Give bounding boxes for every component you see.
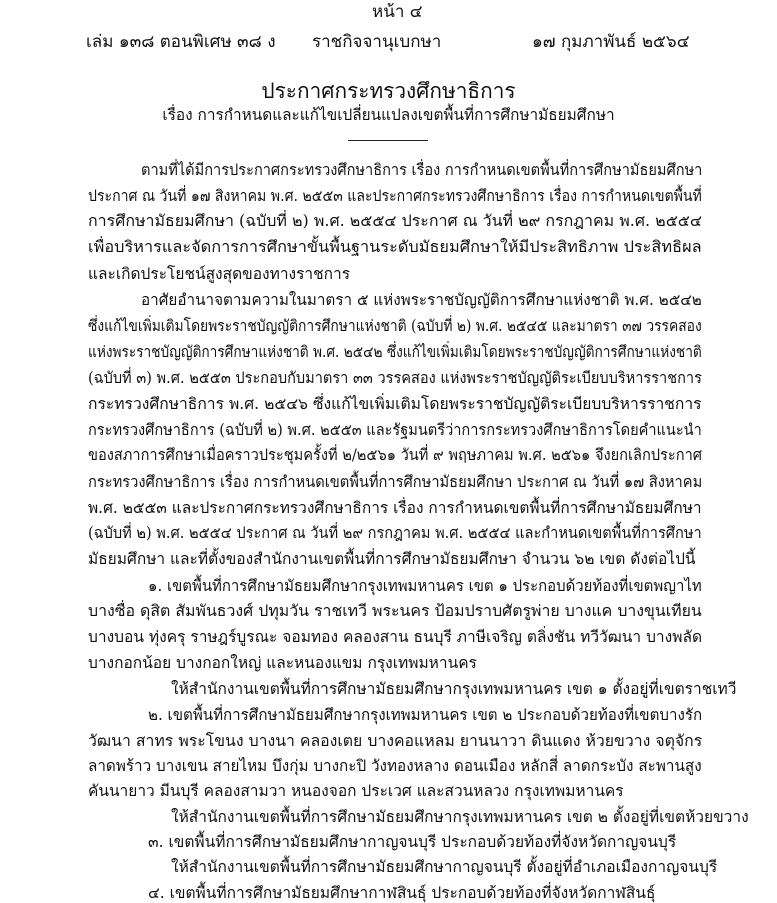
body-line: มัธยมศึกษา และที่ตั้งของสำนักงานเขตพื้นที่การศึกษามัธยมศึกษา จำนวน ๖๒ เขต ดังต่อไปนี้ xyxy=(88,550,696,568)
publication-date: ๑๗ กุมภาพันธ์ ๒๕๖๔ xyxy=(532,32,690,52)
body-line: แห่งพระราชบัญญัติการศึกษาแห่งชาติ พ.ศ. ๒๕๔๒ ซึ่งแก้ไขเพิ่มเติมโดยพระราชบัญญัติการศึกษาแห่งชาติ xyxy=(88,343,702,361)
body-line: กระทรวงศึกษาธิการ เรื่อง การกำหนดเขตพื้นที่การศึกษามัธยมศึกษา ประกาศ ณ วันที่ ๑๗ สิงหาคม xyxy=(88,473,703,491)
body-line: ลาดพร้าว บางเขน สายไหม บึงกุ่ม บางกะปิ วังทองหลาง ดอนเมือง หลักสี่ ลาดกระบัง สะพานสูง xyxy=(88,757,702,775)
body-line: พ.ศ. ๒๕๕๓ และประกาศกระทรวงศึกษาธิการ เรื่อง การกำหนดเขตพื้นที่การศึกษามัธยมศึกษา xyxy=(88,499,702,517)
body-line: ๒. เขตพื้นที่การศึกษามัธยมศึกษากรุงเทพมหานคร เขต ๒ ประกอบด้วยท้องที่เขตบางรัก xyxy=(148,706,703,724)
body-line: ๑. เขตพื้นที่การศึกษามัธยมศึกษากรุงเทพมหานคร เขต ๑ ประกอบด้วยท้องที่เขตพญาไท xyxy=(148,577,702,595)
body-line: การศึกษามัธยมศึกษา (ฉบับที่ ๒) พ.ศ. ๒๕๕๔ ประกาศ ณ วันที่ ๒๙ กรกฎาคม พ.ศ. ๒๕๕๔ xyxy=(88,212,702,230)
body-line: ๔. เขตพื้นที่การศึกษามัธยมศึกษากาฬสินธุ์ ประกอบด้วยท้องที่จังหวัดกาฬสินธุ์ xyxy=(148,884,656,902)
body-line: วัฒนา สาทร พระโขนง บางนา คลองเตย บางคอแหลม ยานนาวา ดินแดง ห้วยขวาง จตุจักร xyxy=(88,732,703,750)
body-line: ประกาศ ณ วันที่ ๑๗ สิงหาคม พ.ศ. ๒๕๕๓ และประกาศกระทรวงศึกษาธิการ เรื่อง การกำหนดเขตพื้นที่ xyxy=(88,187,702,205)
body-line: บางซื่อ ดุสิต สัมพันธวงศ์ ปทุมวัน ราชเทวี พระนคร ป้อมปราบศัตรูพ่าย บางแค บางขุนเทียน xyxy=(88,602,702,620)
announcement-subject: เรื่อง การกำหนดและแก้ไขเปลี่ยนแปลงเขตพื้นที่การศึกษามัธยมศึกษา xyxy=(162,106,615,124)
volume-issue: เล่ม ๑๓๘ ตอนพิเศษ ๓๘ ง xyxy=(86,32,276,52)
body-line: ให้สำนักงานเขตพื้นที่การศึกษามัธยมศึกษากรุงเทพมหานคร เขต ๑ ตั้งอยู่ที่เขตราชเทวี xyxy=(171,680,737,698)
announcement-title: ประกาศกระทรวงศึกษาธิการ xyxy=(261,79,516,103)
page-number: หน้า ๔ xyxy=(372,2,423,22)
body-line: กระทรวงศึกษาธิการ พ.ศ. ๒๕๔๖ ซึ่งแก้ไขเพิ่มเติมโดยพระราชบัญญัติระเบียบบริหารราชการ xyxy=(88,395,702,413)
body-line: ให้สำนักงานเขตพื้นที่การศึกษามัธยมศึกษากาญจนบุรี ตั้งอยู่ที่อำเภอเมืองกาญจนบุรี xyxy=(171,858,718,876)
body-line: (ฉบับที่ ๓) พ.ศ. ๒๕๕๓ ประกอบกับมาตรา ๓๓ วรรคสอง แห่งพระราชบัญญัติระเบียบบริหารราชการ xyxy=(88,369,702,387)
body-line: อาศัยอำนาจตามความในมาตรา ๕ แห่งพระราชบัญญัติการศึกษาแห่งชาติ พ.ศ. ๒๕๔๒ xyxy=(141,291,702,309)
body-line: กระทรวงศึกษาธิการ (ฉบับที่ ๒) พ.ศ. ๒๕๕๓ และรัฐมนตรีว่าการกระทรวงศึกษาธิการโดยคำแนะนำ xyxy=(88,421,702,439)
gazette-name: ราชกิจจานุเบกษา xyxy=(312,32,442,52)
body-line: เพื่อบริหารและจัดการการศึกษาขั้นพื้นฐานระดับมัธยมศึกษาให้มีประสิทธิภาพ ประสิทธิผล xyxy=(88,238,702,256)
body-line: (ฉบับที่ ๒) พ.ศ. ๒๕๕๔ ประกาศ ณ วันที่ ๒๙ กรกฎาคม พ.ศ. ๒๕๕๔ และกำหนดเขตพื้นที่การศึกษา xyxy=(88,524,702,542)
body-line: ให้สำนักงานเขตพื้นที่การศึกษามัธยมศึกษากรุงเทพมหานคร เขต ๒ ตั้งอยู่ที่เขตห้วยขวาง xyxy=(171,808,749,826)
body-line: บางกอกน้อย บางกอกใหญ่ และหนองแขม กรุงเทพมหานคร xyxy=(88,654,477,672)
title-divider xyxy=(348,140,428,141)
body-line: และเกิดประโยชน์สูงสุดของทางราชการ xyxy=(88,265,351,283)
body-line: ของสภาการศึกษาเมื่อคราวประชุมครั้งที่ ๒/๒๕๖๑ วันที่ ๙ พฤษภาคม พ.ศ. ๒๕๖๑ จึงยกเลิกประกาศ xyxy=(88,446,703,464)
body-line: คันนายาว มีนบุรี คลองสามวา หนองจอก ประเวศ และสวนหลวง กรุงเทพมหานคร xyxy=(88,782,624,800)
body-line: บางบอน ทุ่งครุ ราษฎร์บูรณะ จอมทอง คลองสาน ธนบุรี ภาษีเจริญ ตลิ่งชัน ทวีวัฒนา บางพลัด xyxy=(88,628,703,646)
body-line: ตามที่ได้มีการประกาศกระทรวงศึกษาธิการ เรื่อง การกำหนดเขตพื้นที่การศึกษามัธยมศึกษา xyxy=(141,161,703,179)
body-line: ๓. เขตพื้นที่การศึกษามัธยมศึกษากาญจนบุรี ประกอบด้วยท้องที่จังหวัดกาญจนบุรี xyxy=(148,833,677,851)
body-line: ซึ่งแก้ไขเพิ่มเติมโดยพระราชบัญญัติการศึกษาแห่งชาติ (ฉบับที่ ๒) พ.ศ. ๒๕๔๕ และมาตรา ๓๗ วรรคสอง xyxy=(88,317,702,335)
